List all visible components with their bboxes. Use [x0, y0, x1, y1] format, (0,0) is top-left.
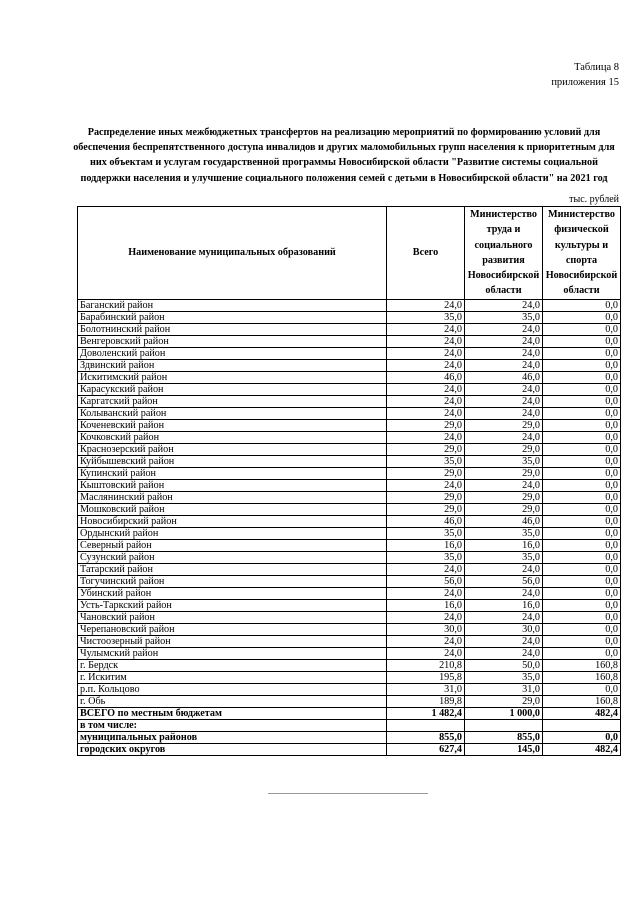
value-cell: 0,0	[543, 551, 621, 563]
row-name-cell: Искитимский район	[78, 371, 387, 383]
table-row	[78, 695, 621, 707]
value-cell: 24,0	[465, 563, 543, 575]
value-cell: 0,0	[543, 623, 621, 635]
row-name-cell: р.п. Кольцово	[78, 683, 387, 695]
value-cell: 160,8	[543, 671, 621, 683]
value-cell: 0,0	[543, 599, 621, 611]
value-cell: 29,0	[465, 695, 543, 707]
value-cell: 24,0	[465, 587, 543, 599]
table-row	[78, 395, 621, 407]
table-row	[78, 455, 621, 467]
value-cell: 195,8	[387, 671, 465, 683]
value-cell: 0,0	[543, 395, 621, 407]
value-cell: 35,0	[387, 455, 465, 467]
value-cell: 29,0	[465, 503, 543, 515]
value-cell: 46,0	[387, 515, 465, 527]
value-cell: 24,0	[387, 563, 465, 575]
column-header: Наименование муниципальных образований	[78, 207, 387, 300]
row-name-cell: Сузунский район	[78, 551, 387, 563]
row-name-cell: ВСЕГО по местным бюджетам	[78, 707, 387, 719]
row-name-cell: Чулымский район	[78, 647, 387, 659]
row-name-cell: г. Бердск	[78, 659, 387, 671]
value-cell: 29,0	[465, 419, 543, 431]
row-name-cell: Чановский район	[78, 611, 387, 623]
table-row	[78, 563, 621, 575]
value-cell: 29,0	[387, 503, 465, 515]
value-cell: 29,0	[465, 443, 543, 455]
header-row	[78, 207, 621, 300]
value-cell: 0,0	[543, 323, 621, 335]
value-cell: 29,0	[387, 419, 465, 431]
row-name-cell: Новосибирский район	[78, 515, 387, 527]
value-cell: 0,0	[543, 479, 621, 491]
row-name-cell: Доволенский район	[78, 347, 387, 359]
value-cell: 0,0	[543, 575, 621, 587]
table-row	[78, 347, 621, 359]
table-row	[78, 587, 621, 599]
value-cell	[387, 719, 465, 731]
value-cell: 0,0	[543, 491, 621, 503]
value-cell: 0,0	[543, 443, 621, 455]
table-row	[78, 479, 621, 491]
value-cell: 1 482,4	[387, 707, 465, 719]
value-cell: 855,0	[387, 731, 465, 743]
value-cell: 29,0	[387, 467, 465, 479]
value-cell: 0,0	[543, 731, 621, 743]
value-cell: 24,0	[465, 347, 543, 359]
value-cell: 855,0	[465, 731, 543, 743]
table-row	[78, 371, 621, 383]
value-cell: 24,0	[465, 479, 543, 491]
summary-row	[78, 707, 621, 719]
value-cell: 16,0	[465, 539, 543, 551]
row-name-cell: Кочковский район	[78, 431, 387, 443]
table-number: Таблица 8	[574, 62, 619, 73]
summary-row	[78, 719, 621, 731]
value-cell: 24,0	[387, 323, 465, 335]
table-row	[78, 659, 621, 671]
value-cell: 24,0	[387, 347, 465, 359]
table-row	[78, 623, 621, 635]
value-cell: 0,0	[543, 563, 621, 575]
value-cell: 24,0	[465, 395, 543, 407]
value-cell: 35,0	[387, 311, 465, 323]
row-name-cell: Татарский район	[78, 563, 387, 575]
value-cell: 0,0	[543, 383, 621, 395]
value-cell: 35,0	[465, 671, 543, 683]
table-row	[78, 515, 621, 527]
value-cell: 24,0	[465, 299, 543, 311]
value-cell: 30,0	[387, 623, 465, 635]
value-cell: 35,0	[465, 311, 543, 323]
row-name-cell: Карасукский район	[78, 383, 387, 395]
row-name-cell: Болотнинский район	[78, 323, 387, 335]
table-row	[78, 551, 621, 563]
value-cell: 16,0	[387, 539, 465, 551]
value-cell: 0,0	[543, 299, 621, 311]
value-cell: 24,0	[465, 611, 543, 623]
appendix-number: приложения 15	[551, 77, 619, 88]
value-cell: 24,0	[465, 383, 543, 395]
row-name-cell: в том числе:	[78, 719, 387, 731]
value-cell: 35,0	[387, 551, 465, 563]
value-cell: 24,0	[387, 335, 465, 347]
value-cell: 0,0	[543, 587, 621, 599]
value-cell: 24,0	[465, 323, 543, 335]
value-cell: 24,0	[465, 359, 543, 371]
table-row	[78, 407, 621, 419]
value-cell: 56,0	[465, 575, 543, 587]
value-cell: 0,0	[543, 371, 621, 383]
value-cell: 0,0	[543, 515, 621, 527]
value-cell: 24,0	[465, 335, 543, 347]
value-cell: 0,0	[543, 647, 621, 659]
value-cell: 0,0	[543, 455, 621, 467]
value-cell: 35,0	[465, 527, 543, 539]
table-row	[78, 575, 621, 587]
row-name-cell: Барабинский район	[78, 311, 387, 323]
value-cell: 24,0	[387, 395, 465, 407]
distribution-table	[77, 206, 621, 756]
value-cell: 24,0	[465, 431, 543, 443]
value-cell: 30,0	[465, 623, 543, 635]
value-cell: 31,0	[387, 683, 465, 695]
table-row	[78, 611, 621, 623]
summary-row	[78, 743, 621, 755]
column-header: Министерство физической культуры и спорта Новосибирской области	[543, 207, 621, 300]
row-name-cell: Венгеровский район	[78, 335, 387, 347]
value-cell: 1 000,0	[465, 707, 543, 719]
document-title: Распределение иных межбюджетных трансфертов на реализацию мероприятий по формированию условий для обеспечения беспрепятственного доступа инвалидов и других маломобильных групп населения к приоритетным для них объектам и услугам государственной программы Новосибирской области "Развитие системы социальной поддержки населения и улучшение социального положения семей с детьми в Новосибирской области" на 2021 год	[73, 127, 615, 184]
column-header: Всего	[387, 207, 465, 300]
table-row	[78, 599, 621, 611]
column-header: Министерство труда и социального развития Новосибирской области	[465, 207, 543, 300]
table-row	[78, 647, 621, 659]
row-name-cell: Кыштовский район	[78, 479, 387, 491]
value-cell: 0,0	[543, 347, 621, 359]
row-name-cell: Усть-Таркский район	[78, 599, 387, 611]
value-cell: 0,0	[543, 311, 621, 323]
row-name-cell: Коченевский район	[78, 419, 387, 431]
value-cell: 24,0	[387, 431, 465, 443]
table-row	[78, 335, 621, 347]
value-cell: 0,0	[543, 611, 621, 623]
value-cell: 145,0	[465, 743, 543, 755]
value-cell: 16,0	[465, 599, 543, 611]
units-label: тыс. рублей	[569, 194, 619, 205]
value-cell: 24,0	[387, 359, 465, 371]
value-cell: 482,4	[543, 707, 621, 719]
value-cell: 210,8	[387, 659, 465, 671]
row-name-cell: муниципальных районов	[78, 731, 387, 743]
value-cell: 35,0	[465, 551, 543, 563]
row-name-cell: Здвинский район	[78, 359, 387, 371]
value-cell: 29,0	[387, 491, 465, 503]
value-cell: 0,0	[543, 407, 621, 419]
value-cell: 29,0	[387, 443, 465, 455]
value-cell: 0,0	[543, 539, 621, 551]
value-cell: 24,0	[465, 407, 543, 419]
row-name-cell: Маслянинский район	[78, 491, 387, 503]
table-row	[78, 539, 621, 551]
table-row	[78, 443, 621, 455]
table-reference	[551, 60, 619, 90]
value-cell: 50,0	[465, 659, 543, 671]
table-row	[78, 683, 621, 695]
row-name-cell: Тогучинский район	[78, 575, 387, 587]
value-cell: 24,0	[387, 635, 465, 647]
table-row	[78, 467, 621, 479]
value-cell: 46,0	[387, 371, 465, 383]
value-cell: 482,4	[543, 743, 621, 755]
value-cell: 24,0	[465, 647, 543, 659]
value-cell: 24,0	[387, 611, 465, 623]
value-cell: 16,0	[387, 599, 465, 611]
table-row	[78, 359, 621, 371]
value-cell: 24,0	[465, 635, 543, 647]
value-cell: 24,0	[387, 479, 465, 491]
table-row	[78, 323, 621, 335]
row-name-cell: Колыванский район	[78, 407, 387, 419]
value-cell: 0,0	[543, 431, 621, 443]
table-row	[78, 299, 621, 311]
row-name-cell: Черепановский район	[78, 623, 387, 635]
footer-rule	[268, 793, 428, 794]
value-cell: 31,0	[465, 683, 543, 695]
value-cell: 24,0	[387, 383, 465, 395]
value-cell: 0,0	[543, 683, 621, 695]
value-cell	[465, 719, 543, 731]
row-name-cell: Чистоозерный район	[78, 635, 387, 647]
table-row	[78, 671, 621, 683]
value-cell	[543, 719, 621, 731]
value-cell: 24,0	[387, 407, 465, 419]
value-cell: 189,8	[387, 695, 465, 707]
row-name-cell: Баганский район	[78, 299, 387, 311]
table-row	[78, 491, 621, 503]
row-name-cell: г. Искитим	[78, 671, 387, 683]
value-cell: 24,0	[387, 647, 465, 659]
value-cell: 160,8	[543, 695, 621, 707]
value-cell: 24,0	[387, 587, 465, 599]
table-row	[78, 419, 621, 431]
row-name-cell: Краснозерский район	[78, 443, 387, 455]
value-cell: 29,0	[465, 467, 543, 479]
table-row	[78, 635, 621, 647]
table-row	[78, 311, 621, 323]
row-name-cell: Убинский район	[78, 587, 387, 599]
table-row	[78, 503, 621, 515]
value-cell: 56,0	[387, 575, 465, 587]
value-cell: 35,0	[465, 455, 543, 467]
value-cell: 0,0	[543, 635, 621, 647]
table-body	[78, 299, 621, 755]
value-cell: 24,0	[387, 299, 465, 311]
table-row	[78, 383, 621, 395]
row-name-cell: городских округов	[78, 743, 387, 755]
row-name-cell: г. Обь	[78, 695, 387, 707]
value-cell: 0,0	[543, 335, 621, 347]
row-name-cell: Куйбышевский район	[78, 455, 387, 467]
value-cell: 0,0	[543, 527, 621, 539]
row-name-cell: Каргатский район	[78, 395, 387, 407]
row-name-cell: Ордынский район	[78, 527, 387, 539]
value-cell: 0,0	[543, 419, 621, 431]
value-cell: 46,0	[465, 371, 543, 383]
summary-row	[78, 731, 621, 743]
value-cell: 0,0	[543, 467, 621, 479]
value-cell: 29,0	[465, 491, 543, 503]
value-cell: 46,0	[465, 515, 543, 527]
row-name-cell: Купинский район	[78, 467, 387, 479]
value-cell: 160,8	[543, 659, 621, 671]
row-name-cell: Мошковский район	[78, 503, 387, 515]
value-cell: 35,0	[387, 527, 465, 539]
row-name-cell: Северный район	[78, 539, 387, 551]
value-cell: 627,4	[387, 743, 465, 755]
table-row	[78, 431, 621, 443]
value-cell: 0,0	[543, 359, 621, 371]
value-cell: 0,0	[543, 503, 621, 515]
table-row	[78, 527, 621, 539]
